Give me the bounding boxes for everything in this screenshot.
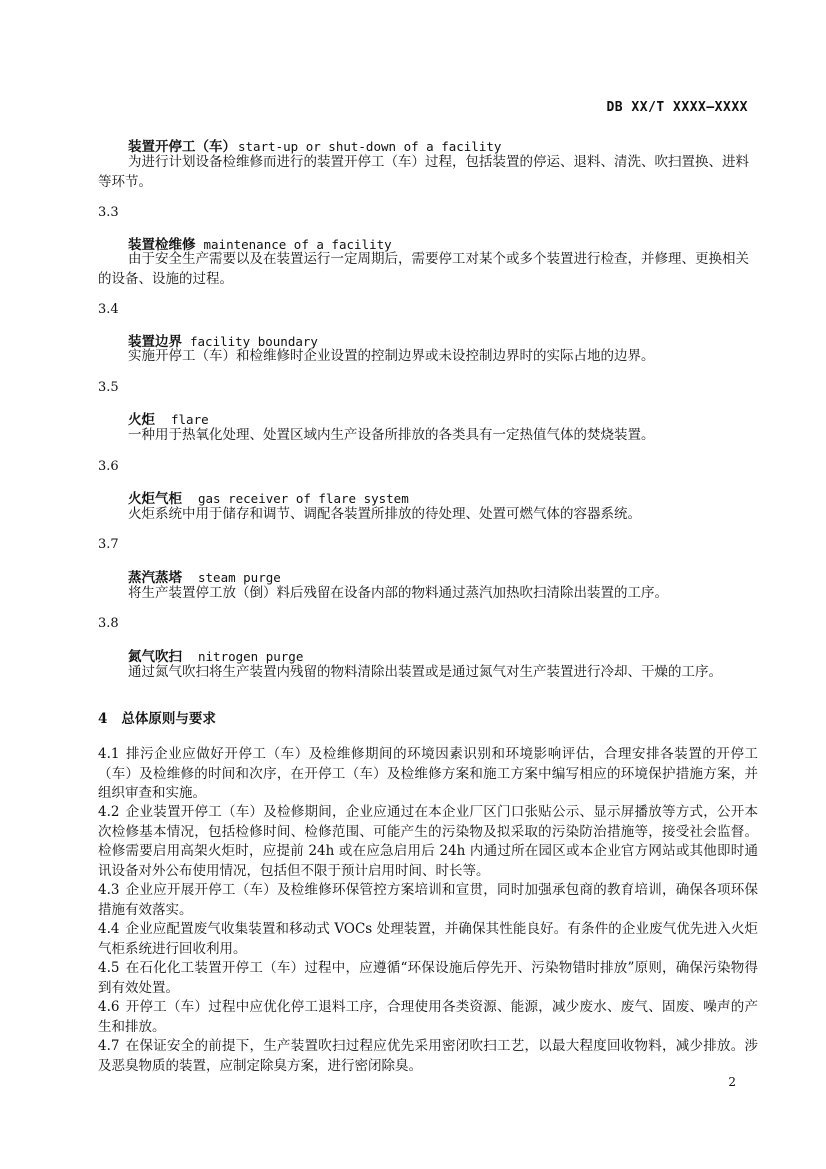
term-chinese-name: 氮气吹扫 [128,649,182,665]
clause-number: 4.6 [98,999,120,1015]
section-number: 4 [98,711,108,727]
term-english-name: gas receiver of flare system [198,491,409,506]
term-heading [128,135,501,155]
term-chinese-name: 火炬气柜 [128,491,182,507]
term-number: 3.8 [98,616,119,631]
requirement-clause [98,959,758,998]
requirement-clause [98,803,758,881]
clause-text: 开停工（车）过程中应优化停工退料工序，合理使用各类资源、能源，减少废水、废气、固废、噪声的产生和排放。 [98,999,758,1035]
clause-text: 在石化化工装置开停工（车）过程中，应遵循“环保设施后停先开、污染物错时排放”原则，确保污染物得到有效处置。 [98,960,758,996]
term-chinese-name: 装置检维修 [128,237,196,253]
clause-text: 排污企业应做好开停工（车）及检维修期间的环境因素识别和环境影响评估，合理安排各装置的开停工（车）及检维修的时间和次序，在开停工（车）及检维修方案和施工方案中编写相应的环境保护措施方案，并组织审查和实施。 [98,746,758,801]
term-number: 3.3 [98,205,119,220]
requirement-clause [98,920,758,959]
term-english-name: nitrogen purge [198,649,304,664]
term-heading [128,408,209,428]
clause-number: 4.4 [98,921,120,937]
term-definition: 将生产装置停工放（倒）料后残留在设备内部的物料通过蒸汽加热吹扫清除出装置的工序。 [128,585,668,601]
term-chinese-name: 蒸汽蒸塔 [128,570,182,586]
term-english-name: facility boundary [190,334,318,349]
term-chinese-name: 火炬 [128,412,155,428]
term-english-name: flare [171,412,209,427]
requirement-clause [98,745,758,804]
term-number: 3.5 [98,380,119,395]
term-definition: 由于安全生产需要以及在装置运行一定周期后，需要停工对某个或多个装置进行检查，并修理、更换相关的设备、设施的过程。 [98,251,749,287]
clause-number: 4.7 [98,1038,120,1054]
page-number: 2 [728,1075,736,1089]
term-definition: 一种用于热氧化处理、处置区域内生产设备所排放的各类具有一定热值气体的焚烧装置。 [128,427,655,443]
term-chinese-name: 装置边界 [128,334,182,350]
clause-text: 企业应开展开停工（车）及检维修环保管控方案培训和宣贯，同时加强承包商的教育培训，确保各项环保措施有效落实。 [98,882,758,918]
term-english-name: start-up or shut-down of a facility [238,139,502,154]
clause-text: 在保证安全的前提下，生产装置吹扫过程应优先采用密闭吹扫工艺，以最大程度回收物料，减少排放。涉及恶臭物质的装置，应制定除臭方案，进行密闭除臭。 [98,1038,758,1074]
term-heading [128,566,281,586]
clause-number: 4.5 [98,960,120,976]
term-chinese-name: 装置开停工（车） [128,139,236,155]
term-definition: 为进行计划设备检维修而进行的装置开停工（车）过程，包括装置的停运、退料、清洗、吹扫置换、进料等环节。 [98,154,749,190]
requirement-clause [98,881,758,920]
term-definition: 火炬系统中用于储存和调节、调配各装置所排放的待处理、处置可燃气体的容器系统。 [128,506,641,522]
clause-text: 企业装置开停工（车）及检修期间，企业应通过在本企业厂区门口张贴公示、显示屏播放等方式，公开本次检修基本情况，包括检修时间、检修范围、可能产生的污染物及拟采取的污染防治措施等，接受社会监督。检修需要启用高架火炬时，应提前 24h 或在应急启用后 24h 内通过所在园区或本企业官方网站或其他即时通讯设备对外公布使用情况，包括但不限于预计启用时间、时长等。 [98,804,758,879]
requirement-clause [98,998,758,1037]
section-title: 总体原则与要求 [121,711,216,727]
clause-number: 4.1 [98,746,120,762]
term-heading [128,487,409,507]
term-number: 3.4 [98,302,119,317]
document-code-header: DB XX/T XXXX—XXXX [606,100,748,115]
term-definition: 通过氮气吹扫将生产装置内残留的物料清除出装置或是通过氮气对生产装置进行冷却、干燥的工序。 [128,664,722,680]
clause-number: 4.3 [98,882,120,898]
term-heading [128,645,303,665]
term-english-name: maintenance of a facility [203,237,392,252]
requirement-clause [98,1037,758,1076]
clause-number: 4.2 [98,804,120,820]
clause-text: 企业应配置废气收集装置和移动式 VOCs 处理装置，并确保其性能良好。有条件的企业废气优先进入火炬气柜系统进行回收利用。 [98,921,758,957]
term-english-name: steam purge [198,570,281,585]
term-definition: 实施开停工（车）和检维修时企业设置的控制边界或未设控制边界时的实际占地的边界。 [128,348,655,364]
section-heading [98,707,216,727]
term-number: 3.7 [98,537,119,552]
term-number: 3.6 [98,459,119,474]
